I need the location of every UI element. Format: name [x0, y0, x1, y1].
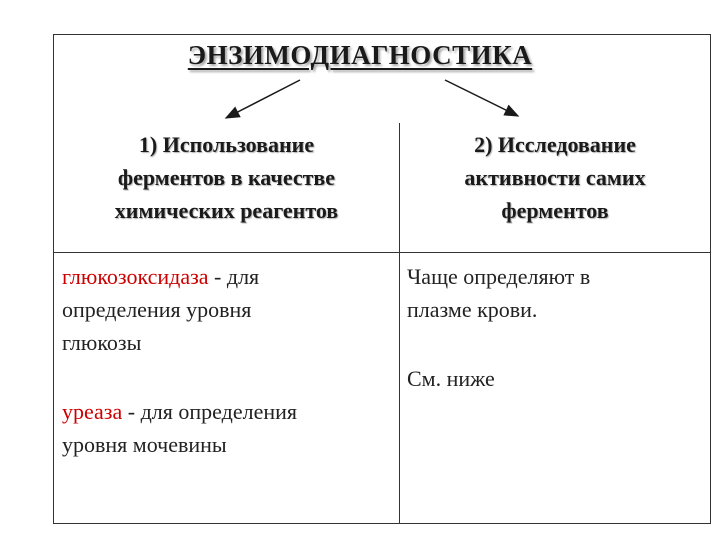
- right-note: См. ниже: [407, 366, 495, 391]
- arrow-left: [226, 80, 300, 118]
- enzyme-name: уреаза: [62, 399, 123, 424]
- enzyme-item-glucose: глюкозоксидаза - для определения уровня глюкозы: [62, 264, 260, 355]
- enzyme-name: глюкозоксидаза: [62, 264, 209, 289]
- arrow-right: [445, 80, 518, 116]
- header-right: 2) Исследование активности самих ферментов: [464, 132, 646, 223]
- enzyme-item-urease: уреаза - для определения уровня мочевины: [62, 399, 297, 457]
- row-divider: [53, 252, 711, 253]
- diagram-title: ЭНЗИМОДИАГНОСТИКА: [187, 40, 533, 70]
- right-body-text: Чаще определяют в плазме крови.: [407, 264, 591, 322]
- header-left: 1) Использование ферментов в качестве химических реагентов: [114, 132, 339, 223]
